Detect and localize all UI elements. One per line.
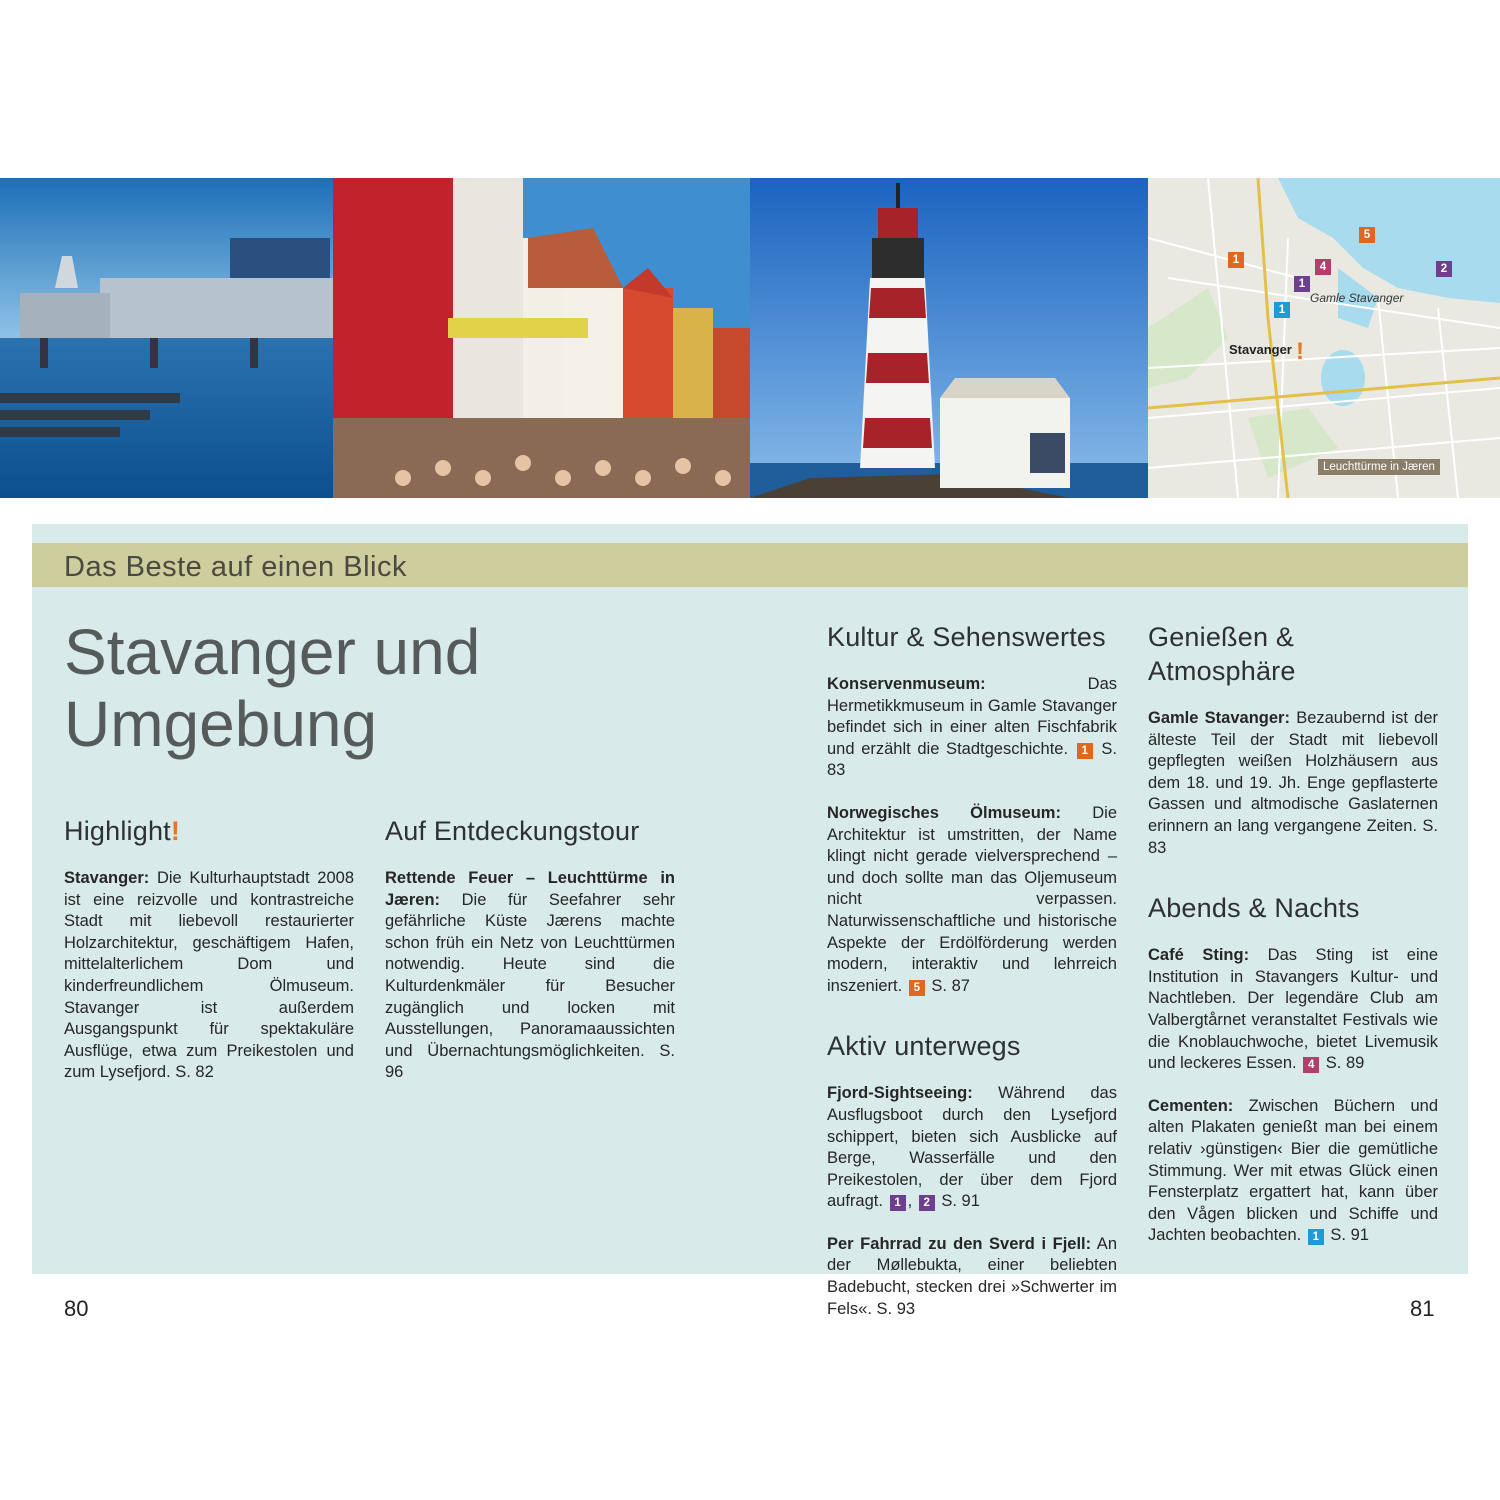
map-marker[interactable]: 1	[1226, 250, 1246, 268]
marker-badge[interactable]: 1	[1077, 743, 1093, 759]
map-marker[interactable]: 1	[1292, 274, 1312, 292]
kultur-item-konservenmuseum: Konservenmuseum: Das Hermetikkmuseum in Gamle Stavanger befindet sich in einer alten Fischfabrik und erzählt die Stadtgeschichte. 1 S. 83	[827, 675, 1117, 780]
page-number-right: 81	[1410, 1296, 1435, 1321]
highlight-heading: Highlight!	[64, 816, 181, 846]
geniessen-heading: Genießen & Atmosphäre	[1148, 622, 1296, 686]
photo-strip	[0, 178, 1500, 498]
tour-column	[385, 814, 675, 1105]
tour-text: Rettende Feuer – Leuchttürme in Jæren: Die für Seefahrer sehr gefährliche Küste Jærens machte schon früh ein Netz von Leuchttürmen notwendig. Heute sind die Kulturdenkmäler für Besucher zugänglich und locken mit Ausstellungen, Panoramaaussichten und Übernachtungsmöglichkeiten. S. 96	[385, 869, 675, 1082]
marker-badge[interactable]: 4	[1303, 1057, 1319, 1073]
kultur-item-oelmuseum: Norwegisches Ölmuseum: Die Architektur ist umstritten, der Name klingt nicht gerade vielversprechend – und doch sollte man das Oljemuseum nicht verpassen. Naturwissenschaftliche und historische Aspekte der Erdölförderung werden modern, interaktiv und lehrreich inszeniert. 5 S. 87	[827, 803, 1117, 995]
geniessen-column	[1148, 620, 1438, 1268]
map-highlight-marker[interactable]: !	[1296, 338, 1304, 365]
aktiv-heading: Aktiv unterwegs	[827, 1031, 1021, 1062]
marker-badge[interactable]: 5	[909, 980, 925, 996]
exclamation-icon: !	[170, 816, 181, 846]
lighthouse-photo	[750, 178, 1148, 498]
kultur-column	[827, 620, 1117, 1341]
map-label-stavanger: Stavanger	[1229, 342, 1292, 357]
section-band	[32, 543, 1468, 587]
highlight-text: Stavanger: Die Kulturhauptstadt 2008 ist eine reizvolle und kontrastreiche Stadt mit liebevoll restaurierter Holzarchitektur, geschäftigem Hafen, mittelalterlichem Dom und kinderfreundlichem Ölmuseum. Stavanger ist außerdem Ausgangspunkt für spektakuläre Ausflüge, etwa zum Preikestolen und zum Lysefjord. S. 82	[64, 869, 354, 1082]
map-marker[interactable]: 5	[1357, 225, 1377, 243]
map-label-leuchttuerme: Leuchttürme in Jæren	[1318, 459, 1440, 475]
harbour-houses-photo	[333, 178, 750, 498]
geniessen-item-gamle: Gamle Stavanger: Bezaubernd ist der älteste Teil der Stadt mit liebevoll gepflegten weißen Holzhäusern aus dem 18. und 19. Jh. Enge gepflasterte Gassen und altmodische Gaslaternen erinnern an lang vergangene Zeiten. S. 83	[1148, 709, 1438, 857]
highlight-column	[64, 814, 354, 1105]
city-map	[1148, 178, 1500, 498]
section-label: Das Beste auf einen Blick	[64, 551, 407, 583]
map-marker[interactable]: 1	[1272, 300, 1292, 318]
page-number-left: 80	[64, 1296, 89, 1321]
map-marker[interactable]: 2	[1434, 259, 1454, 277]
marker-badge[interactable]: 1	[1308, 1229, 1324, 1245]
map-marker[interactable]: 4	[1313, 257, 1333, 275]
page-title: Stavanger und Umgebung	[64, 616, 481, 760]
aktiv-item-fjord: Fjord-Sightseeing: Während das Ausflugsboot durch den Lysefjord schippert, bieten sich Ausblicke auf Berge, Wasserfälle und den Preikestolen, der über dem Fjord aufragt. 1 , 2 S. 91	[827, 1084, 1117, 1211]
abends-heading: Abends & Nachts	[1148, 893, 1360, 924]
abends-item-cementen: Cementen: Zwischen Büchern und alten Plakaten genießt man bei einem relativ ›günstigen‹ Bier die gemütliche Stimmung. Wer mit etwas Glück einen Fensterplatz ergattert hat, kann über den Vågen blicken und Schiffe und Jachten beobachten. 1 S. 91	[1148, 1096, 1438, 1245]
kultur-heading: Kultur & Sehenswertes	[827, 622, 1106, 652]
marker-badge[interactable]: 1	[890, 1195, 906, 1211]
oil-museum-photo	[0, 178, 333, 498]
tour-heading: Auf Entdeckungstour	[385, 816, 640, 846]
aktiv-item-fahrrad: Per Fahrrad zu den Sverd i Fjell: An der Møllebukta, einer beliebten Badebucht, stecken drei »Schwerter im Fels«. S. 93	[827, 1234, 1117, 1318]
marker-badge[interactable]: 2	[919, 1195, 935, 1211]
abends-item-sting: Café Sting: Das Sting ist eine Institution in Stavangers Kultur- und Nachtleben. Der legendäre Club am Valbergtårnet veranstaltet Festivals wie die Knoblauchwoche, bietet Livemusik und leckeres Essen. 4 S. 89	[1148, 946, 1438, 1073]
map-label-gamle-stavanger: Gamle Stavanger	[1310, 291, 1404, 305]
